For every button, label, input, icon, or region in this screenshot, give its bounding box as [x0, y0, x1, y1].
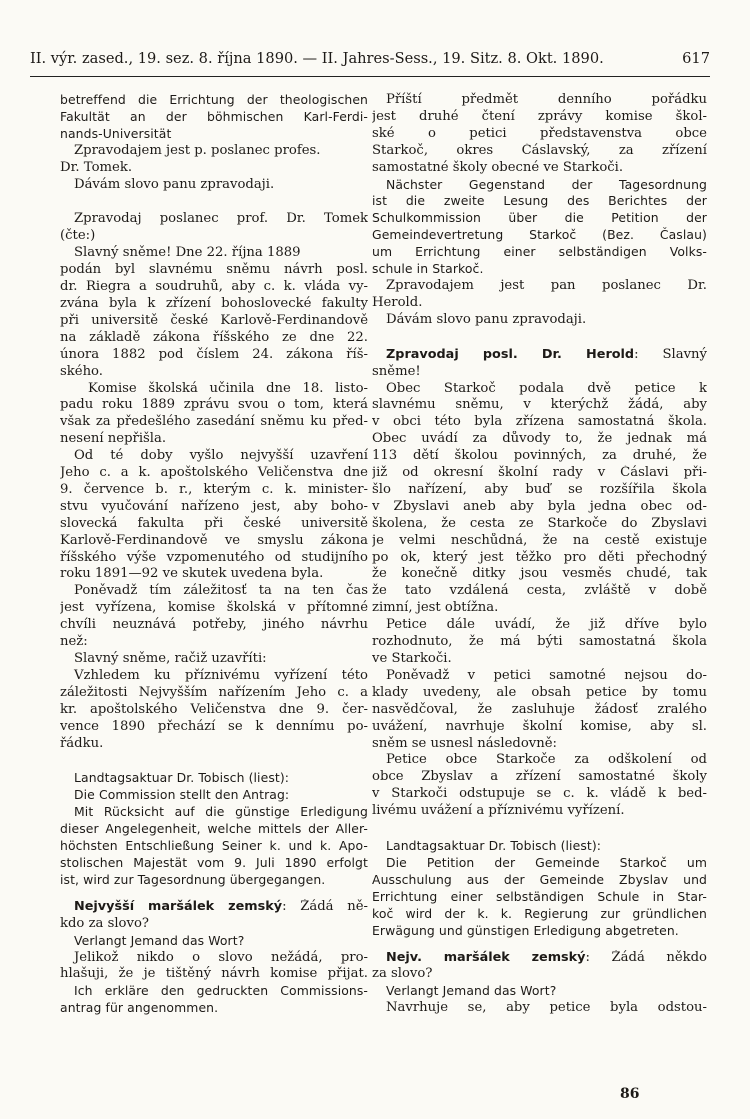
speaker-name: Nejvyšší maršálek zemský: [74, 898, 283, 914]
right-column-line: Die Petition der Gemeinde Starkoč um: [386, 854, 707, 870]
right-column-line: Petice obce Starkoče za odškolení od: [386, 752, 707, 768]
right-column-line: v Starkoči odstupuje se c. k. vládě k bed-: [372, 786, 707, 802]
left-column-line: Jelikož nikdo o slovo nežádá, pro-: [74, 949, 368, 965]
right-column-line: Ausschulung aus der Gemeinde Zbyslav und: [372, 871, 707, 887]
right-column-line: po ok, který jest těžko pro děti přechodný: [372, 549, 707, 565]
right-column-line: Gemeindevertretung Starkoč (Bez. Časlau): [372, 227, 707, 243]
left-column-line: jest vyřízena, komise školská v přítomné: [60, 600, 368, 616]
left-column-line: Slavný sněme, račiž uzavříti:: [74, 651, 267, 666]
left-column-line: betreffend die Errichtung der theologischen: [60, 92, 368, 107]
left-column-line: Od té doby vyšlo nejvyšší uzavření: [74, 448, 368, 464]
left-column-line: Jeho c. a k. apoštolského Veličenstva dne: [60, 465, 368, 481]
left-column-line: Die Commission stellt den Antrag:: [74, 787, 290, 803]
right-column-line: Landtagsaktuar Dr. Tobisch (liest):: [386, 838, 602, 854]
left-column-line: stolischen Majestät vom 9. Juli 1890 erfolgt: [60, 854, 368, 870]
left-column-line: dr. Riegra a soudruhů, aby c. k. vláda vy-: [60, 279, 368, 295]
running-header: [30, 46, 710, 77]
left-column-line: nesení nepřišla.: [60, 431, 167, 447]
left-column-line: [60, 193, 368, 211]
right-column-line: Obec uvádí za důvody to, že jednak má: [372, 431, 707, 447]
left-column-line: kdo za slovo?: [60, 915, 149, 931]
left-column-line: Nejvyšší maršálek zemský: Žádá ně-: [74, 898, 368, 914]
right-column-line: Zpravodaj posl. Dr. Herold: Slavný: [386, 346, 707, 362]
left-column-line: Landtagsaktuar Dr. Tobisch (liest):: [74, 770, 290, 786]
left-column-line: února 1882 pod číslem 24. zákona říš-: [60, 346, 368, 362]
left-column-line: Dr. Tomek.: [60, 159, 133, 175]
right-column-line: schule in Starkoč.: [372, 261, 484, 277]
left-column-line: Karlově-Ferdinandově ve smyslu zákona: [60, 532, 368, 548]
left-column-line: řádku.: [60, 735, 104, 751]
right-column-line: jest druhé čtení zprávy komise škol-: [372, 108, 707, 124]
left-column-line: Slavný sněme! Dne 22. října 1889: [74, 245, 301, 261]
right-column-line: Nejv. maršálek zemský: Žádá někdo: [386, 949, 707, 965]
right-column-line: Starkoč, okres Čáslavský, za zřízení: [372, 142, 707, 158]
left-column-line: Vzhledem ku příznivému vyřízení této: [74, 667, 368, 683]
right-column-line: šlo nařízení, aby buď se rozšířila škola: [372, 481, 707, 497]
right-column-line: Zpravodajem jest pan poslanec Dr.: [386, 277, 707, 293]
left-column-line: než:: [60, 634, 88, 650]
right-column-line: Petice dále uvádí, že již dříve bylo: [386, 617, 707, 633]
left-column-line: podán byl slavnému sněmu návrh posl.: [60, 262, 368, 278]
right-column-line: ist die zweite Lesung des Berichtes der: [372, 193, 707, 209]
left-column-line: Zpravodaj poslanec prof. Dr. Tomek: [74, 211, 368, 227]
right-column-line: je velmi neschůdná, že na cestě existuje: [372, 532, 707, 548]
left-column-line: při universitě české Karlově-Ferdinandově: [60, 312, 368, 328]
left-column-line: hlašuji, že je tištěný návrh komise přijat.: [60, 966, 368, 982]
left-column-line: Dávám slovo panu zpravodaji.: [74, 176, 275, 192]
right-column-line: ve Starkoči.: [372, 651, 452, 666]
right-column-line: v Zbyslavi aneb aby byla jedna obec od-: [372, 498, 707, 514]
left-column-line: chvíli neuznává potřeby, jiného návrhu: [60, 617, 368, 633]
left-column-line: záležitosti Nejvyšším nařízením Jeho c. a: [60, 684, 368, 700]
left-column-line: antrag für angenommen.: [60, 1000, 219, 1016]
right-column-line: [372, 940, 707, 950]
right-column-line: samostatné školy obecné ve Starkoči.: [372, 159, 624, 175]
right-column-line: um Errichtung einer selbständigen Volks-: [372, 244, 707, 260]
left-column-line: Ich erkläre den gedruckten Commissions-: [74, 983, 368, 999]
right-column-line: že konečně ditky jsou vesměs chudé, tak: [372, 566, 707, 582]
right-column-line: uvážení, navrhuje školní komise, aby sl.: [372, 718, 707, 734]
left-column-line: říšského výše vzpomenutého od studijního: [60, 549, 368, 565]
printer-signature-mark: 86: [620, 1086, 640, 1102]
right-column-line: sněme!: [372, 363, 421, 379]
right-column-line: v obci této byla zřízena samostatná škola.: [372, 414, 707, 430]
left-column-line: zvána byla k zřízení bohoslovecké fakulty: [60, 295, 368, 311]
right-column-line: sněm se usnesl následovně:: [372, 735, 557, 751]
right-column-line: Příští předmět denního pořádku: [386, 92, 707, 107]
right-column-line: Herold.: [372, 294, 423, 310]
left-column-line: slovecká fakulta při české universitě: [60, 515, 368, 531]
right-column-line: [372, 329, 707, 347]
left-column-line: na základě zákona říšského ze dne 22.: [60, 329, 368, 345]
right-column-line: ské o petici představenstva obce: [372, 125, 707, 141]
right-column-line: Erwägung und günstigen Erledigung abgetreten.: [372, 922, 679, 938]
right-column-line: [372, 820, 707, 838]
right-column-line: Errichtung einer selbständigen Schule in Star-: [372, 888, 707, 904]
right-column-line: Nächster Gegenstand der Tagesordnung: [386, 176, 707, 192]
left-column-line: Verlangt Jemand das Wort?: [74, 932, 245, 948]
left-column-line: (čte:): [60, 228, 96, 244]
left-column-line: dieser Angelegenheit, welche mittels der Aller-: [60, 821, 368, 837]
right-column-line: Verlangt Jemand das Wort?: [386, 983, 557, 999]
left-column-line: Komise školská učinila dne 18. listo-: [88, 380, 368, 396]
left-column-line: Zpravodajem jest p. poslanec profes.: [74, 142, 321, 158]
right-column: [372, 92, 707, 1017]
left-column-line: kr. apoštolského Veličenstva dne 9. čer-: [60, 701, 368, 717]
speaker-name: Nejv. maršálek zemský: [386, 949, 586, 965]
right-column-line: Obec Starkoč podala dvě petice k: [386, 380, 707, 396]
left-column-line: ist, wird zur Tagesordnung übergegangen.: [60, 871, 326, 887]
right-column-line: koč wird der k. k. Regierung zur gründlichen: [372, 905, 707, 921]
left-column-line: padu roku 1889 zprávu svou o tom, která: [60, 397, 368, 413]
left-column-line: nands-Universität: [60, 125, 172, 141]
right-column-line: Navrhuje se, aby petice byla odstou-: [386, 1000, 707, 1016]
left-column-line: Mit Rücksicht auf die günstige Erledigung: [74, 804, 368, 820]
right-column-line: Schulkommission über die Petition der: [372, 210, 707, 226]
left-column-line: ského.: [60, 363, 103, 379]
right-column-line: Poněvadž v petici samotné nejsou do-: [386, 667, 707, 683]
left-column-line: stvu vyučování nařízeno jest, aby boho-: [60, 498, 368, 514]
left-column-line: [60, 889, 368, 899]
right-column-line: již od okresní školní rady v Čáslavi při-: [372, 465, 707, 481]
left-column-line: vence 1890 přechází se k dennímu po-: [60, 718, 368, 734]
header-title: II. výr. zased., 19. sez. 8. října 1890. — II. Jahres-Sess., 19. Sitz. 8. Okt. 1890.: [30, 50, 604, 67]
right-column-line: rozhodnuto, že má býti samostatná škola: [372, 634, 707, 650]
speaker-name: Zpravodaj posl. Dr. Herold: [386, 346, 635, 362]
right-column-line: klady uvedeny, ale obsah petice by tomu: [372, 684, 707, 700]
page-number: 617: [682, 50, 710, 67]
left-column-line: roku 1891—92 ve skutek uvedena byla.: [60, 566, 324, 582]
left-column-line: Poněvadž tím záležitosť ta na ten čas: [74, 583, 368, 599]
right-column-line: livému uvážení a příznivému vyřízení.: [372, 803, 625, 819]
left-column-line: Fakultät an der böhmischen Karl-Ferdi-: [60, 108, 368, 124]
left-column: [60, 92, 368, 1017]
right-column-line: 113 dětí školou povinných, za druhé, že: [372, 448, 707, 464]
right-column-line: zimní, jest obtížna.: [372, 600, 499, 616]
left-column-line: však za předešlého zasedání sněmu ku před-: [60, 414, 368, 430]
left-column-line: 9. července b. r., kterým c. k. minister-: [60, 481, 368, 497]
right-column-line: nasvědčoval, že zasluhuje žádosť zralého: [372, 701, 707, 717]
right-column-line: obce Zbyslav a zřízení samostatné školy: [372, 769, 707, 785]
right-column-line: za slovo?: [372, 966, 433, 982]
left-column-line: [60, 752, 368, 770]
right-column-line: školena, že cesta ze Starkoče do Zbyslavi: [372, 515, 707, 531]
right-column-line: že tato vzdálená cesta, zvláště v době: [372, 583, 707, 599]
right-column-line: Dávám slovo panu zpravodaji.: [386, 311, 587, 327]
left-column-line: höchsten Entschließung Seiner k. und k. Apo-: [60, 838, 368, 854]
right-column-line: slavnému sněmu, v kterýchž žádá, aby: [372, 397, 707, 413]
